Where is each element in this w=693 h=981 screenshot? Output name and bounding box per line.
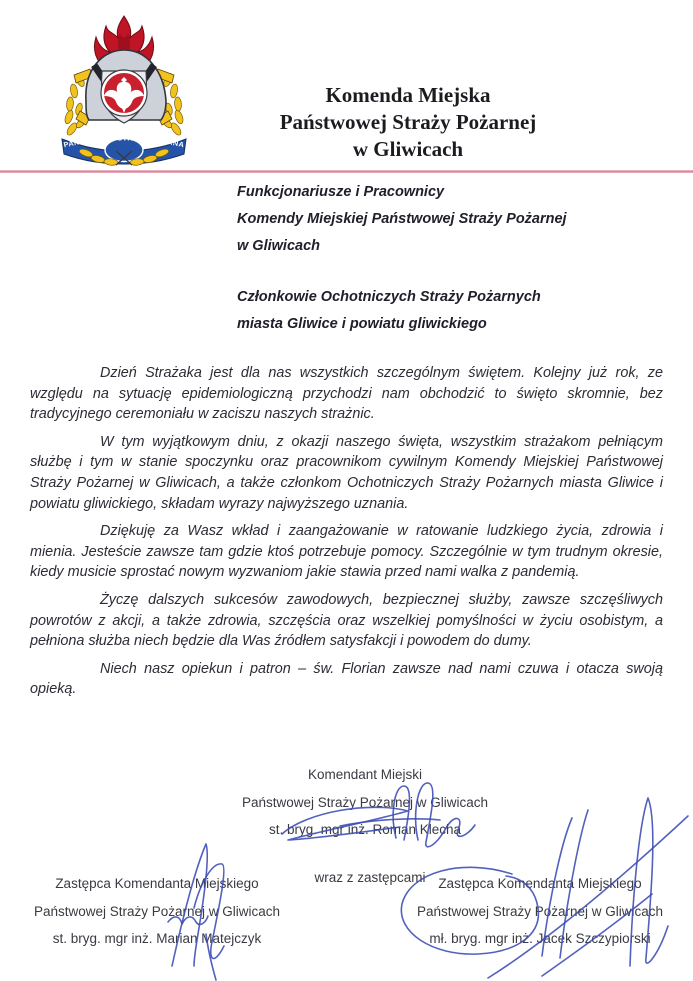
recipient-line: Członkowie Ochotniczych Straży Pożarnych [237, 289, 541, 305]
letterhead-title [247, 82, 569, 163]
letterhead-line-1: Komenda Miejska [325, 83, 491, 107]
deputy-left-name: st. bryg. mgr inż. Marian Matejczyk [52, 931, 262, 946]
commander-signature-block [215, 761, 515, 844]
deputy-right-unit: Państwowej Straży Pożarnej w Gliwicach [416, 903, 664, 919]
letter-body [30, 363, 663, 707]
recipient-line: w Gliwicach [237, 238, 320, 254]
recipient-group-osp [237, 284, 541, 338]
deputy-right-title: Zastępca Komendanta Miejskiego [438, 876, 642, 891]
commander-name: st. bryg. mgr inż. Roman Klecha [268, 822, 462, 837]
recipient-line: Komendy Miejskiej Państwowej Straży Pożarnej [237, 211, 567, 227]
commander-title: Komendant Miejski [307, 767, 423, 782]
body-paragraph-1: Dzień Strażaka jest dla nas wszystkich szczególnym świętem. Kolejny już rok, ze względu na sytuację epidemiologiczną przychodzi nam obchodzić to święto skromnie, bez tradycyjnego ceremoniału w zaciszu naszych strażnic. [30, 365, 663, 423]
body-paragraph-3: Dziękuję za Wasz wkład i zaangażowanie w ratowanie ludzkiego życia, zdrowia i mienia. Jesteście zawsze tam gdzie ktoś potrzebuje pomocy. Szczególnie w tym trudnym okresie, kiedy musicie sprostać nowym wyzwaniom jakie stawia przed nami walka z pandemią. [30, 523, 663, 581]
deputy-right-signature-block [400, 870, 680, 953]
psp-emblem-logo [58, 13, 190, 167]
body-paragraph-5: Niech nasz opiekun i patron – św. Florian zawsze nad nami czuwa i otacza swoją opieką. [30, 660, 663, 698]
letterhead-line-3: w Gliwicach [352, 137, 464, 161]
eagle-emblem-icon [101, 70, 147, 116]
recipient-line: miasta Gliwice i powiatu gliwickiego [237, 316, 487, 332]
deputy-right-name: mł. bryg. mgr inż. Jacek Szczypiorski [429, 931, 651, 946]
recipient-group-staff [237, 179, 567, 260]
body-paragraph-4: Życzę dalszych sukcesów zawodowych, bezpiecznej służby, zawsze szczęśliwych powrotów z akcji, a także zdrowia, szczęścia oraz wszelkiej pomyślności w życiu osobistym, a pełniona służba niech będzie dla Was źródłem satysfakcji i powodem do dumy. [30, 591, 663, 650]
header-divider [0, 170, 693, 173]
commander-unit: Państwowej Straży Pożarnej w Gliwicach [241, 794, 489, 810]
ribbon-banner [62, 133, 186, 164]
letterhead-line-2: Państwowej Straży Pożarnej [279, 110, 537, 134]
with-deputies-note: wraz z zastępcami [314, 870, 426, 885]
body-paragraph-2: W tym wyjątkowym dniu, z okazji naszego święta, wszystkim strażakom pełniącym służbę i tym w stanie spoczynku oraz pracownikom cywilnym Komendy Miejskiej Państwowej Straży Pożarnej w Gliwicach, a także członkom Ochotniczych Straży Pożarnych miasta Gliwice i powiatu gliwickiego, składam wyrazy najwyższego uznania. [30, 433, 663, 512]
deputy-left-signature-block [17, 870, 297, 953]
recipient-line: Funkcjonariusze i Pracownicy [237, 184, 445, 200]
ribbon-banner-text: PAŃSTWOWA STRAŻ POŻARNA [62, 133, 186, 150]
deputy-left-title: Zastępca Komendanta Miejskiego [55, 876, 259, 891]
deputy-left-unit: Państwowej Straży Pożarnej w Gliwicach [33, 903, 281, 919]
